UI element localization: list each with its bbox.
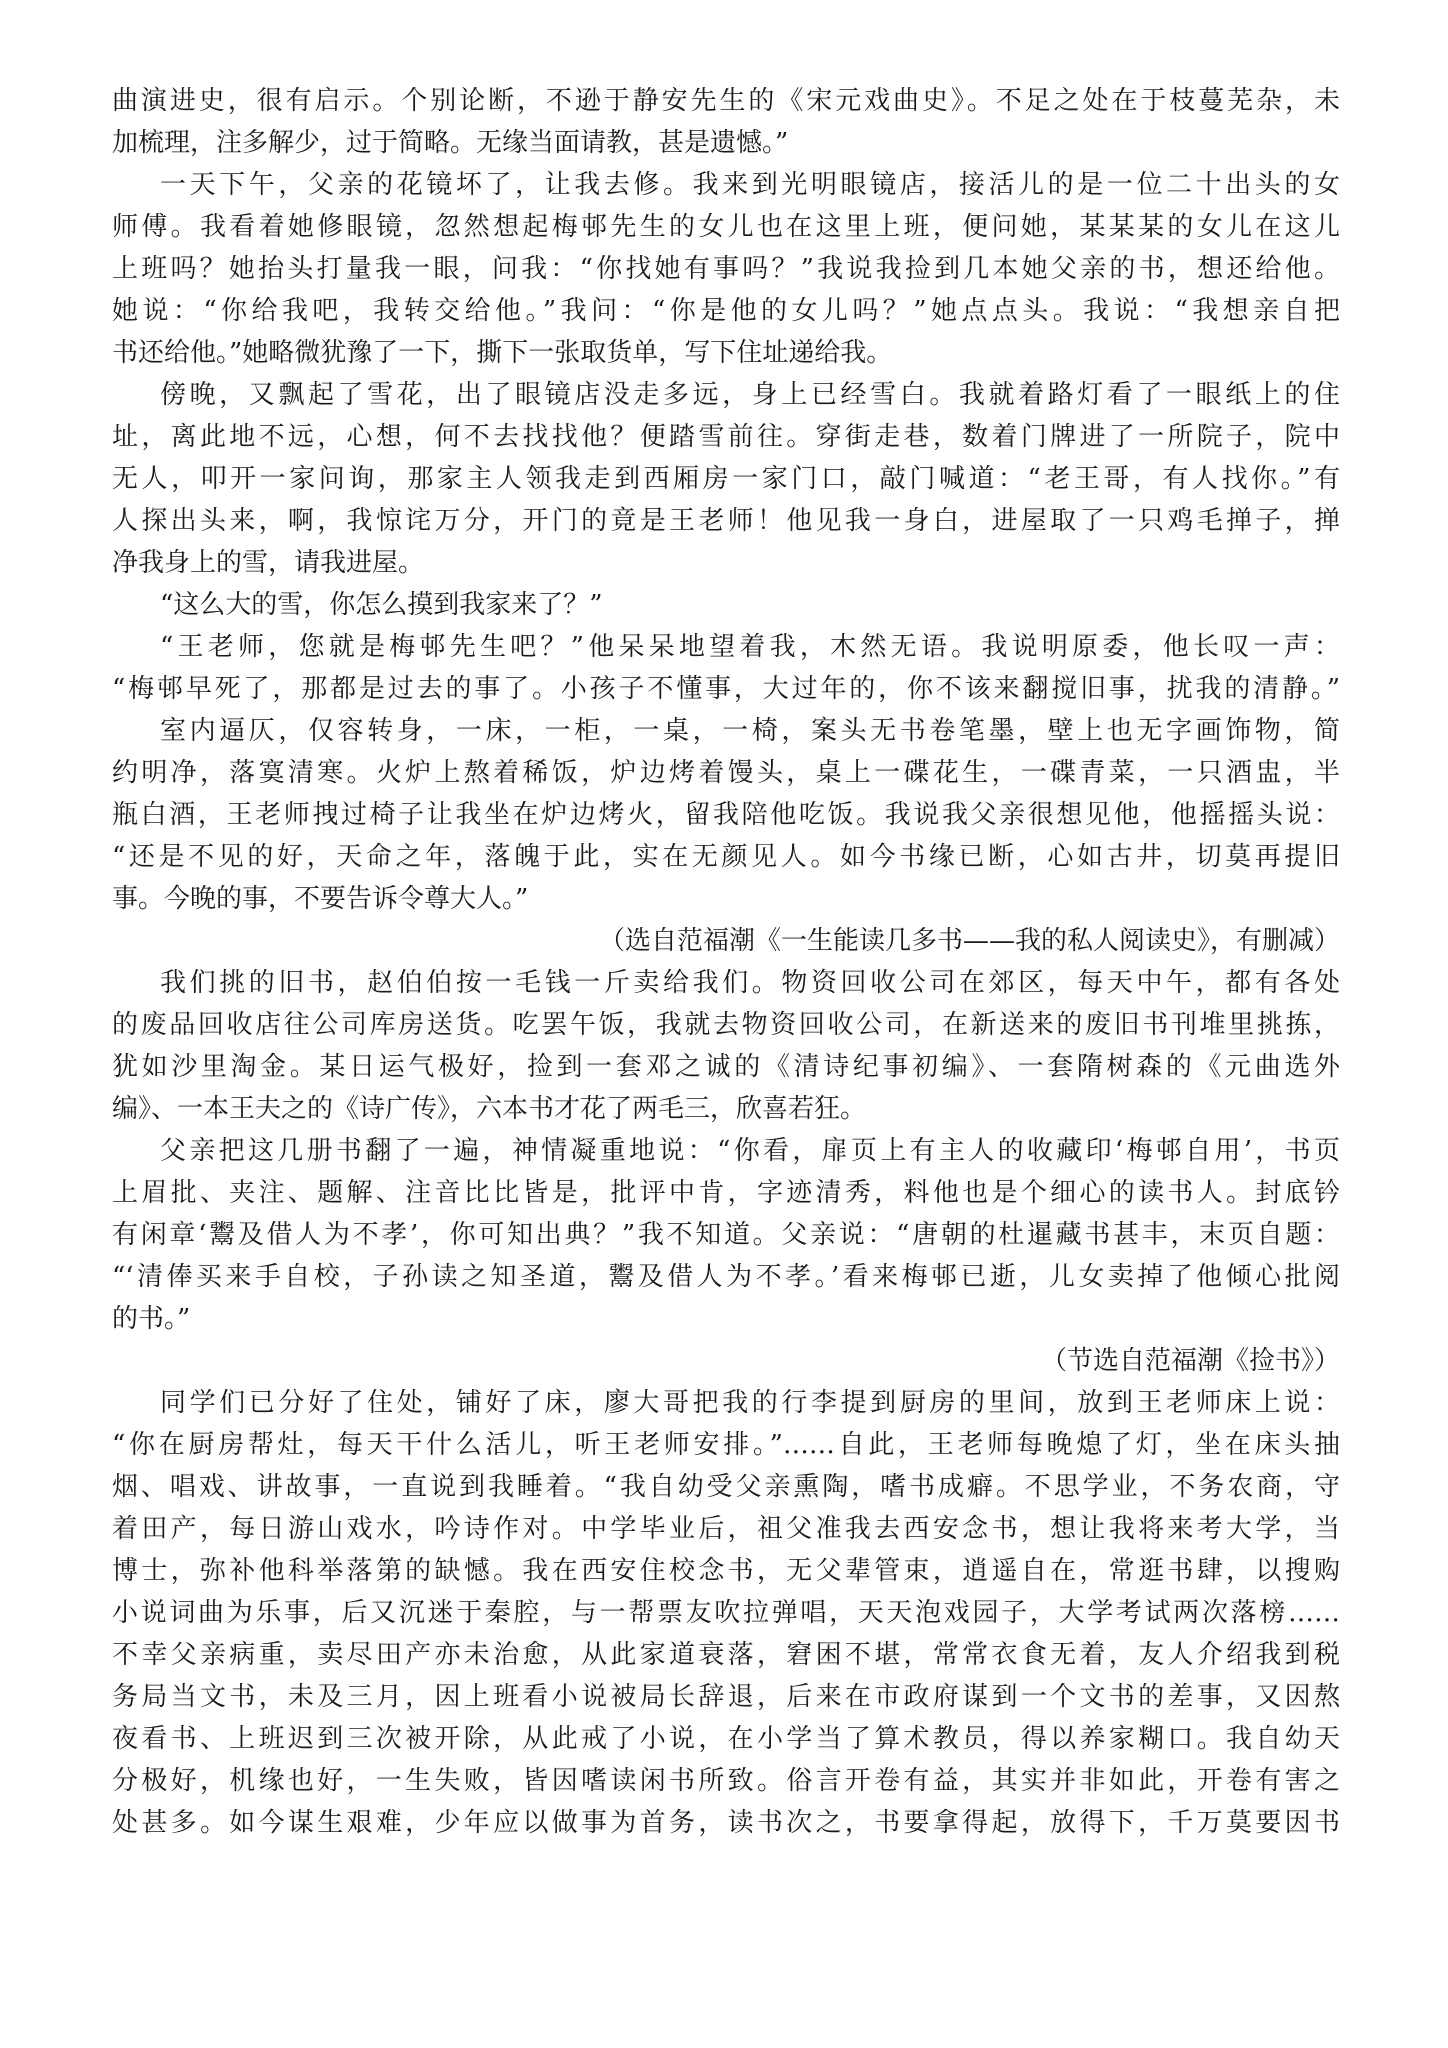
text-line: 分极好，机缘也好，一生失败，皆因嗜读闲书所致。俗言开卷有益，其实并非如此，开卷有害之: [112, 1766, 1340, 1796]
text-line: 约明净，落寞清寒。火炉上熬着稀饭，炉边烤着馒头，桌上一碟花生，一碟青菜，一只酒盅，半: [112, 758, 1340, 788]
text-line: 犹如沙里淘金。某日运气极好，捡到一套邓之诚的《清诗纪事初编》、一套隋树森的《元曲选外: [112, 1052, 1340, 1082]
text-line: “这么大的雪，你怎么摸到我家来了？”: [160, 590, 603, 620]
text-line: 务局当文书，未及三月，因上班看小说被局长辞退，后来在市政府谋到一个文书的差事，又因熬: [112, 1682, 1340, 1712]
text-line: 一天下午，父亲的花镜坏了，让我去修。我来到光明眼镜店，接活儿的是一位二十出头的女: [160, 170, 1340, 200]
text-line: 烟、唱戏、讲故事，一直说到我睡着。“我自幼受父亲熏陶，嗜书成癖。不思学业，不务农商，守: [112, 1472, 1340, 1502]
text-line: 上班吗？她抬头打量我一眼，问我：“你找她有事吗？”我说我捡到几本她父亲的书，想还给他。: [112, 254, 1340, 284]
text-line: 净我身上的雪，请我进屋。: [112, 548, 425, 578]
source-citation: （选自范福潮《一生能读几多书——我的私人阅读史》，有删减）: [598, 926, 1340, 956]
text-line: 她说：“你给我吧，我转交给他。”我问：“你是他的女儿吗？”她点点头。我说：“我想亲自把: [112, 296, 1340, 326]
text-line: 无人，叩开一家问询，那家主人领我走到西厢房一家门口，敲门喊道：“老王哥，有人找你。”有: [112, 464, 1340, 494]
text-line: 事。今晚的事，不要告诉令尊大人。”: [112, 884, 529, 914]
text-line: 加梳理，注多解少，过于简略。无缘当面请教，甚是遗憾。”: [112, 128, 789, 158]
text-line: “你在厨房帮灶，每天干什么活儿，听王老师安排。”……自此，王老师每晚熄了灯，坐在床头抽: [112, 1430, 1340, 1460]
source-citation: （节选自范福潮《捡书》）: [1040, 1346, 1340, 1376]
text-line: 上眉批、夹注、题解、注音比比皆是，批评中肯，字迹清秀，料他也是个细心的读书人。封底钤: [112, 1178, 1340, 1208]
text-line: 的废品回收店往公司库房送货。吃罢午饭，我就去物资回收公司，在新送来的废旧书刊堆里挑拣，: [112, 1010, 1340, 1040]
text-line: 书还给他。”她略微犹豫了一下，撕下一张取货单，写下住址递给我。: [112, 338, 893, 368]
text-line: 父亲把这几册书翻了一遍，神情凝重地说：“你看，扉页上有主人的收藏印‘梅邨自用’，书页: [160, 1136, 1340, 1166]
text-line: “‘清俸买来手自校，子孙读之知圣道，鬻及借人为不孝。’看来梅邨已逝，儿女卖掉了他倾心批阅: [112, 1262, 1340, 1292]
text-line: “梅邨早死了，那都是过去的事了。小孩子不懂事，大过年的，你不该来翻搅旧事，扰我的清静。”: [112, 674, 1340, 704]
text-line: 处甚多。如今谋生艰难，少年应以做事为首务，读书次之，书要拿得起，放得下，千万莫要因书: [112, 1808, 1340, 1838]
text-line: 博士，弥补他科举落第的缺憾。我在西安住校念书，无父辈管束，逍遥自在，常逛书肆，以搜购: [112, 1556, 1340, 1586]
text-line: 同学们已分好了住处，铺好了床，廖大哥把我的行李提到厨房的里间，放到王老师床上说：: [160, 1388, 1340, 1418]
text-line: 我们挑的旧书，赵伯伯按一毛钱一斤卖给我们。物资回收公司在郊区，每天中午，都有各处: [160, 968, 1340, 998]
text-line: 曲演进史，很有启示。个别论断，不逊于静安先生的《宋元戏曲史》。不足之处在于枝蔓芜杂，未: [112, 86, 1340, 116]
text-line: 室内逼仄，仅容转身，一床，一柜，一桌，一椅，案头无书卷笔墨，壁上也无字画饰物，简: [160, 716, 1340, 746]
text-line: 人探出头来，啊，我惊诧万分，开门的竟是王老师！他见我一身白，进屋取了一只鸡毛掸子，掸: [112, 506, 1340, 536]
text-line: 瓶白酒，王老师拽过椅子让我坐在炉边烤火，留我陪他吃饭。我说我父亲很想见他，他摇摇头说：: [112, 800, 1340, 830]
text-line: 小说词曲为乐事，后又沉迷于秦腔，与一帮票友吹拉弹唱，天天泡戏园子，大学考试两次落榜……: [112, 1598, 1340, 1628]
text-line: 夜看书、上班迟到三次被开除，从此戒了小说，在小学当了算术教员，得以养家糊口。我自幼天: [112, 1724, 1340, 1754]
text-line: 着田产，每日游山戏水，吟诗作对。中学毕业后，祖父准我去西安念书，想让我将来考大学，当: [112, 1514, 1340, 1544]
text-line: “还是不见的好，天命之年，落魄于此，实在无颜见人。如今书缘已断，心如古井，切莫再提旧: [112, 842, 1340, 872]
text-line: 不幸父亲病重，卖尽田产亦未治愈，从此家道衰落，窘困不堪，常常衣食无着，友人介绍我到税: [112, 1640, 1340, 1670]
text-line: 有闲章‘鬻及借人为不孝’，你可知出典？”我不知道。父亲说：“唐朝的杜暹藏书甚丰，末页自题：: [112, 1220, 1340, 1250]
text-line: “王老师，您就是梅邨先生吧？”他呆呆地望着我，木然无语。我说明原委，他长叹一声：: [160, 632, 1340, 662]
text-line: 傍晚，又飘起了雪花，出了眼镜店没走多远，身上已经雪白。我就着路灯看了一眼纸上的住: [160, 380, 1340, 410]
text-line: 师傅。我看着她修眼镜，忽然想起梅邨先生的女儿也在这里上班，便问她，某某某的女儿在这儿: [112, 212, 1340, 242]
text-line: 的书。”: [112, 1304, 191, 1334]
text-line: 址，离此地不远，心想，何不去找找他？便踏雪前往。穿街走巷，数着门牌进了一所院子，院中: [112, 422, 1340, 452]
text-line: 编》、一本王夫之的《诗广传》，六本书才花了两毛三，欣喜若狂。: [112, 1094, 867, 1124]
